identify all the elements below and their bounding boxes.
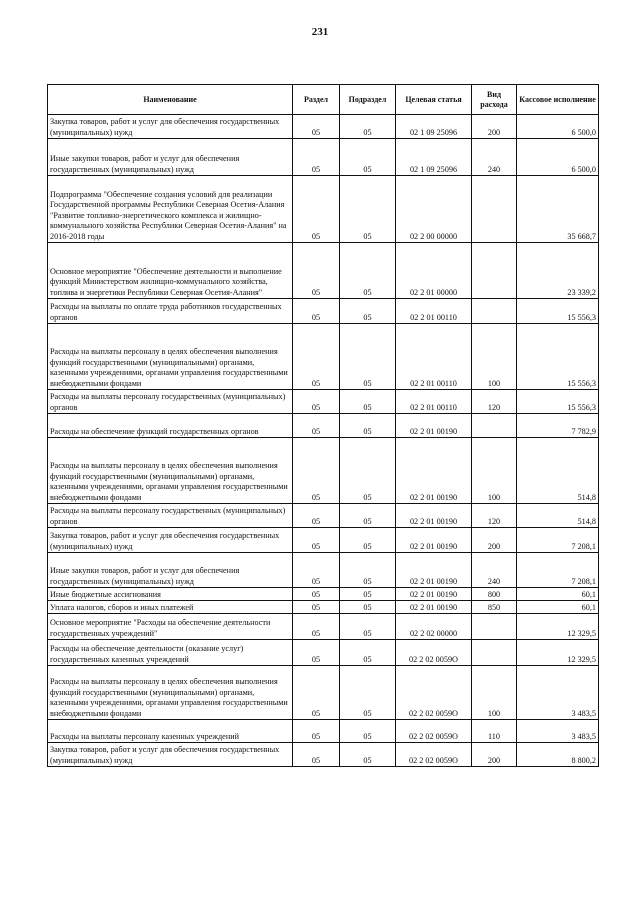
cell-section: 05 (293, 438, 340, 504)
cell-target: 02 2 01 00190 (396, 528, 472, 553)
cell-section: 05 (293, 299, 340, 324)
cell-type: 100 (472, 324, 517, 390)
table-row (48, 528, 599, 553)
cell-amount: 12 329,5 (517, 640, 599, 666)
cell-target: 02 2 01 00110 (396, 324, 472, 390)
cell-type (472, 176, 517, 243)
cell-subsection: 05 (340, 176, 396, 243)
cell-section: 05 (293, 553, 340, 588)
cell-subsection: 05 (340, 614, 396, 640)
cell-amount: 60,1 (517, 601, 599, 614)
cell-amount: 35 668,7 (517, 176, 599, 243)
cell-name: Закупка товаров, работ и услуг для обеспечения государственных (муниципальных) нужд (48, 115, 293, 139)
cell-section: 05 (293, 666, 340, 720)
cell-type: 120 (472, 390, 517, 414)
table-row (48, 504, 599, 528)
cell-target: 02 2 01 00190 (396, 601, 472, 614)
table-row (48, 720, 599, 743)
cell-section: 05 (293, 601, 340, 614)
cell-amount: 7 208,1 (517, 528, 599, 553)
header-target: Целевая статья (396, 85, 472, 115)
cell-target: 02 2 02 0059О (396, 666, 472, 720)
cell-subsection: 05 (340, 438, 396, 504)
cell-name: Расходы на выплаты персоналу государственных (муниципальных) органов (48, 390, 293, 414)
cell-amount: 3 483,5 (517, 720, 599, 743)
table-row (48, 414, 599, 438)
cell-name: Иные закупки товаров, работ и услуг для обеспечения государственных (муниципальных) нужд (48, 139, 293, 176)
page-number: 231 (311, 26, 329, 38)
cell-subsection: 05 (340, 601, 396, 614)
budget-table (47, 84, 599, 767)
cell-amount: 12 329,5 (517, 614, 599, 640)
cell-subsection: 05 (340, 553, 396, 588)
cell-name: Закупка товаров, работ и услуг для обеспечения государственных (муниципальных) нужд (48, 743, 293, 767)
cell-type: 240 (472, 139, 517, 176)
cell-target: 02 1 09 25096 (396, 115, 472, 139)
cell-target: 02 2 01 00190 (396, 438, 472, 504)
cell-amount: 6 500,0 (517, 139, 599, 176)
table-row (48, 299, 599, 324)
cell-name: Иные бюджетные ассигнования (48, 588, 293, 601)
cell-amount: 3 483,5 (517, 666, 599, 720)
table-row (48, 614, 599, 640)
cell-name: Расходы на выплаты персоналу казенных учреждений (48, 720, 293, 743)
table-row (48, 588, 599, 601)
cell-section: 05 (293, 640, 340, 666)
table-row (48, 640, 599, 666)
cell-subsection: 05 (340, 299, 396, 324)
table-row (48, 743, 599, 767)
cell-name: Расходы на обеспечение деятельности (оказание услуг) государственных казенных учреждений (48, 640, 293, 666)
cell-name: Подпрограмма "Обеспечение создания условий для реализации Государственной программы Республики Северная Осетия-Алания "Развитие топливно-энергетического комплекса и жилищно-коммунального хозяйства Республики Северная Осетия-Алания" на 2016-2018 годы (48, 176, 293, 243)
cell-type: 200 (472, 743, 517, 767)
cell-target: 02 2 02 0059О (396, 743, 472, 767)
cell-target: 02 2 01 00190 (396, 504, 472, 528)
table-row (48, 390, 599, 414)
cell-target: 02 2 02 00000 (396, 614, 472, 640)
cell-type: 800 (472, 588, 517, 601)
cell-name: Основное мероприятие "Расходы на обеспечение деятельности государственных учреждений" (48, 614, 293, 640)
cell-amount: 15 556,3 (517, 324, 599, 390)
cell-amount: 8 800,2 (517, 743, 599, 767)
table-body (48, 115, 599, 767)
cell-type: 100 (472, 666, 517, 720)
cell-amount: 15 556,3 (517, 390, 599, 414)
cell-amount: 514,8 (517, 438, 599, 504)
table-row (48, 243, 599, 299)
table-header-row (48, 85, 599, 115)
cell-section: 05 (293, 528, 340, 553)
table-row (48, 115, 599, 139)
table-row (48, 666, 599, 720)
header-name: Наименование (48, 85, 293, 115)
cell-type (472, 414, 517, 438)
table-row (48, 139, 599, 176)
cell-section: 05 (293, 324, 340, 390)
cell-target: 02 2 01 00190 (396, 588, 472, 601)
cell-target: 02 2 01 00000 (396, 243, 472, 299)
cell-amount: 514,8 (517, 504, 599, 528)
cell-section: 05 (293, 743, 340, 767)
cell-type (472, 299, 517, 324)
cell-name: Расходы на выплаты персоналу в целях обеспечения выполнения функций государственными (муниципальными) органами, казенными учреждениями, органами управления государственными внебюджетными фондами (48, 438, 293, 504)
table-row (48, 601, 599, 614)
cell-subsection: 05 (340, 115, 396, 139)
cell-amount: 7 208,1 (517, 553, 599, 588)
cell-amount: 60,1 (517, 588, 599, 601)
cell-type: 100 (472, 438, 517, 504)
cell-type (472, 640, 517, 666)
cell-target: 02 1 09 25096 (396, 139, 472, 176)
cell-subsection: 05 (340, 666, 396, 720)
header-amount: Кассовое исполнение (517, 85, 599, 115)
cell-section: 05 (293, 504, 340, 528)
cell-type: 200 (472, 115, 517, 139)
cell-subsection: 05 (340, 743, 396, 767)
cell-name: Расходы на выплаты персоналу в целях обеспечения выполнения функций государственными (муниципальными) органами, казенными учреждениями, органами управления государственными внебюджетными фондами (48, 666, 293, 720)
cell-name: Закупка товаров, работ и услуг для обеспечения государственных (муниципальных) нужд (48, 528, 293, 553)
cell-type (472, 243, 517, 299)
cell-target: 02 2 01 00110 (396, 390, 472, 414)
cell-name: Расходы на выплаты персоналу государственных (муниципальных) органов (48, 504, 293, 528)
table-row (48, 553, 599, 588)
cell-amount: 6 500,0 (517, 115, 599, 139)
cell-section: 05 (293, 115, 340, 139)
cell-target: 02 2 01 00190 (396, 553, 472, 588)
cell-type: 240 (472, 553, 517, 588)
cell-target: 02 2 00 00000 (396, 176, 472, 243)
cell-subsection: 05 (340, 588, 396, 601)
cell-name: Расходы на выплаты персоналу в целях обеспечения выполнения функций государственными (муниципальными) органами, казенными учреждениями, органами управления государственными внебюджетными фондами (48, 324, 293, 390)
cell-subsection: 05 (340, 414, 396, 438)
cell-amount: 23 339,2 (517, 243, 599, 299)
cell-section: 05 (293, 139, 340, 176)
header-section: Раздел (293, 85, 340, 115)
cell-section: 05 (293, 720, 340, 743)
cell-section: 05 (293, 588, 340, 601)
cell-type: 850 (472, 601, 517, 614)
cell-subsection: 05 (340, 504, 396, 528)
cell-section: 05 (293, 243, 340, 299)
cell-target: 02 2 01 00190 (396, 414, 472, 438)
cell-subsection: 05 (340, 640, 396, 666)
cell-type: 200 (472, 528, 517, 553)
header-type: Вид расхода (472, 85, 517, 115)
cell-name: Расходы на обеспечение функций государственных органов (48, 414, 293, 438)
cell-amount: 7 782,9 (517, 414, 599, 438)
table-row (48, 176, 599, 243)
cell-type: 120 (472, 504, 517, 528)
cell-section: 05 (293, 390, 340, 414)
cell-name: Основное мероприятие "Обеспечение деятельности и выполнение функций Министерством жилищно-коммунального хозяйства, топлива и энергетики Республики Северная Осетия-Алания" (48, 243, 293, 299)
table-row (48, 438, 599, 504)
header-subsection: Подраздел (340, 85, 396, 115)
cell-amount: 15 556,3 (517, 299, 599, 324)
cell-subsection: 05 (340, 139, 396, 176)
cell-name: Расходы на выплаты по оплате труда работников государственных органов (48, 299, 293, 324)
cell-subsection: 05 (340, 720, 396, 743)
cell-type (472, 614, 517, 640)
cell-target: 02 2 02 0059О (396, 720, 472, 743)
cell-subsection: 05 (340, 324, 396, 390)
cell-target: 02 2 02 0059О (396, 640, 472, 666)
cell-subsection: 05 (340, 390, 396, 414)
table-row (48, 324, 599, 390)
cell-section: 05 (293, 414, 340, 438)
cell-type: 110 (472, 720, 517, 743)
cell-section: 05 (293, 614, 340, 640)
cell-subsection: 05 (340, 243, 396, 299)
cell-subsection: 05 (340, 528, 396, 553)
cell-target: 02 2 01 00110 (396, 299, 472, 324)
cell-section: 05 (293, 176, 340, 243)
cell-name: Иные закупки товаров, работ и услуг для обеспечения государственных (муниципальных) нужд (48, 553, 293, 588)
cell-name: Уплата налогов, сборов и иных платежей (48, 601, 293, 614)
